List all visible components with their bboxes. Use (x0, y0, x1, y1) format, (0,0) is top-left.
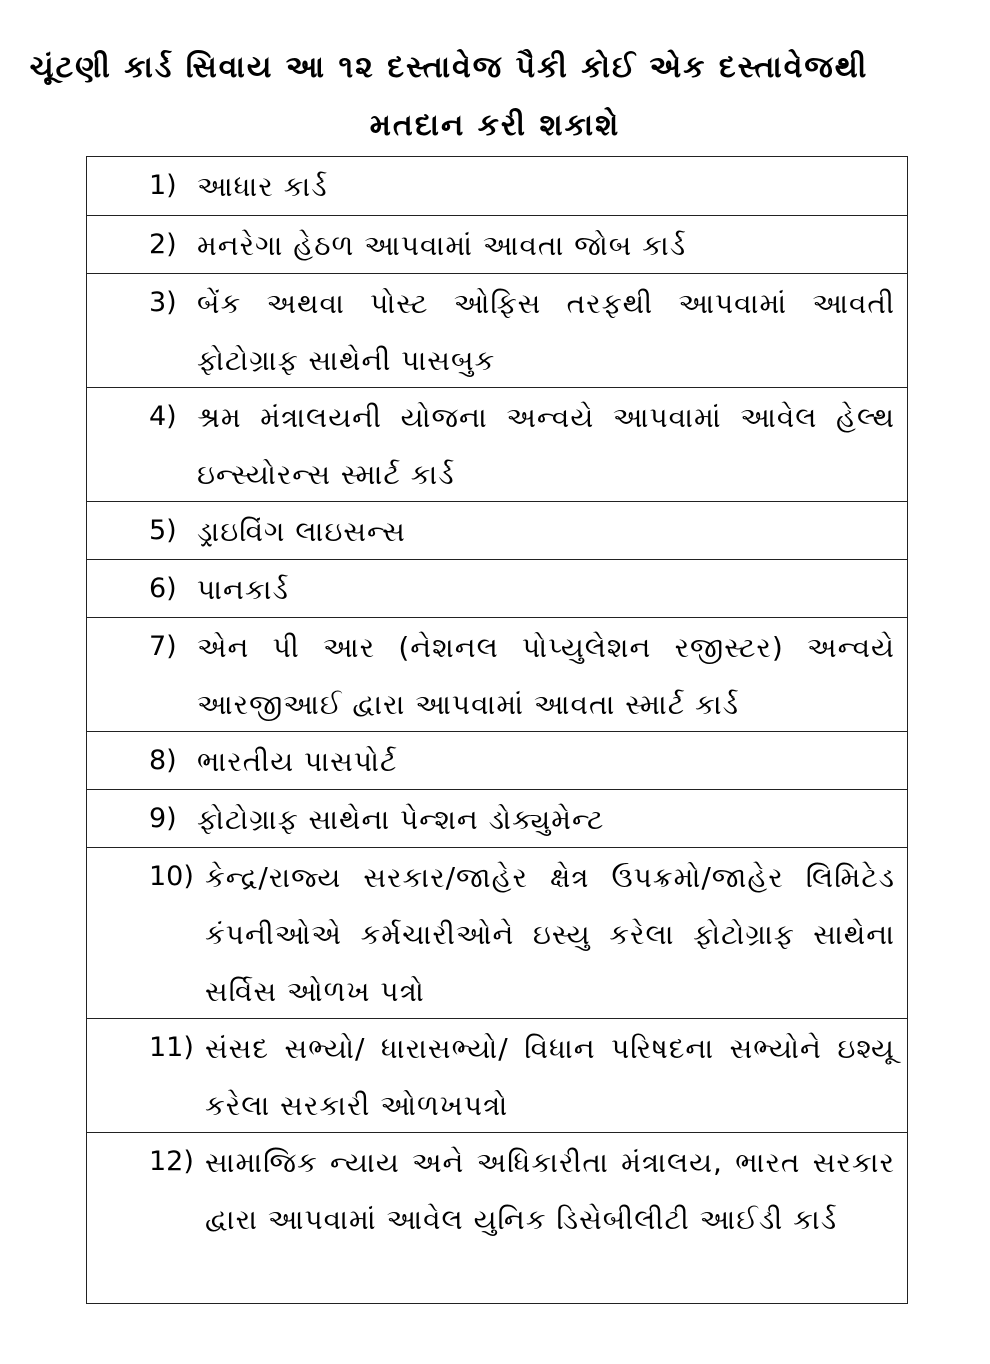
document-number: 7) (149, 631, 177, 662)
document-number: 2) (149, 229, 177, 260)
document-row-12 (87, 1132, 907, 1303)
document-row-1 (87, 157, 907, 215)
document-row-7 (87, 617, 907, 731)
document-text: સામાજિક ન્યાય અને અધિકારીતા મંત્રાલય, ભારત સરકાર દ્વારા આપવામાં આવેલ યુનિક ડિસેબીલીટી આઈડી કાર્ડ (205, 1146, 895, 1236)
document-text: ફોટોગ્રાફ સાથેના પેન્શન ડોક્યુમેન્ટ (197, 803, 605, 836)
document-number: 12) (149, 1146, 194, 1177)
document-text: બેંક અથવા પોસ્ટ ઓફિસ તરફથી આપવામાં આવતી ફોટોગ્રાફ સાથેની પાસબુક (197, 287, 895, 377)
document-row-5 (87, 501, 907, 559)
document-number: 6) (149, 573, 177, 604)
document-number: 4) (149, 401, 177, 432)
document-row-8 (87, 731, 907, 789)
document-number: 11) (149, 1032, 194, 1063)
page-title-line-1: ચૂંટણી કાર્ડ સિવાય આ ૧૨ દસ્તાવેજ પૈકી કોઈ એક દસ્તાવેજથી (29, 50, 869, 85)
document-number: 3) (149, 287, 177, 318)
document-text: શ્રમ મંત્રાલયની યોજના અન્વયે આપવામાં આવેલ હેલ્થ ઇન્સ્યોરન્સ સ્માર્ટ કાર્ડ (197, 401, 895, 491)
document-row-2 (87, 215, 907, 273)
document-row-4 (87, 387, 907, 501)
document-row-3 (87, 273, 907, 387)
document-row-10 (87, 847, 907, 1018)
documents-table (86, 156, 908, 1304)
document-text: કેન્દ્ર/રાજ્ય સરકાર/જાહેર ક્ષેત્ર ઉપક્રમો/જાહેર લિમિટેડ કંપનીઓએ કર્મચારીઓને ઇસ્યુ કરેલા ફોટોગ્રાફ સાથેના સર્વિસ ઓળખ પત્રો (205, 861, 895, 1008)
document-row-11 (87, 1018, 907, 1132)
document-row-9 (87, 789, 907, 847)
document-number: 9) (149, 803, 177, 834)
document-number: 8) (149, 745, 177, 776)
document-number: 1) (149, 170, 177, 201)
document-number: 5) (149, 515, 177, 546)
document-text: સંસદ સભ્યો/ ધારાસભ્યો/ વિધાન પરિષદના સભ્યોને ઇશ્યૂ કરેલા સરકારી ઓળખપત્રો (205, 1032, 895, 1122)
document-text: આધાર કાર્ડ (197, 170, 328, 203)
document-number: 10) (149, 861, 194, 892)
document-text: ડ્રાઇવિંગ લાઇસન્સ (197, 515, 406, 548)
page-title-line-2: મતદાન કરી શકાશે (369, 108, 621, 143)
document-text: પાનકાર્ડ (197, 573, 289, 606)
document-text: મનરેગા હેઠળ આપવામાં આવતા જોબ કાર્ડ (197, 229, 687, 262)
document-text: ભારતીય પાસપોર્ટ (197, 745, 398, 778)
document-text: એન પી આર (નેશનલ પોપ્યુલેશન રજીસ્ટર) અન્વયે આરજીઆઈ દ્વારા આપવામાં આવતા સ્માર્ટ કાર્ડ (197, 631, 895, 721)
document-row-6 (87, 559, 907, 617)
